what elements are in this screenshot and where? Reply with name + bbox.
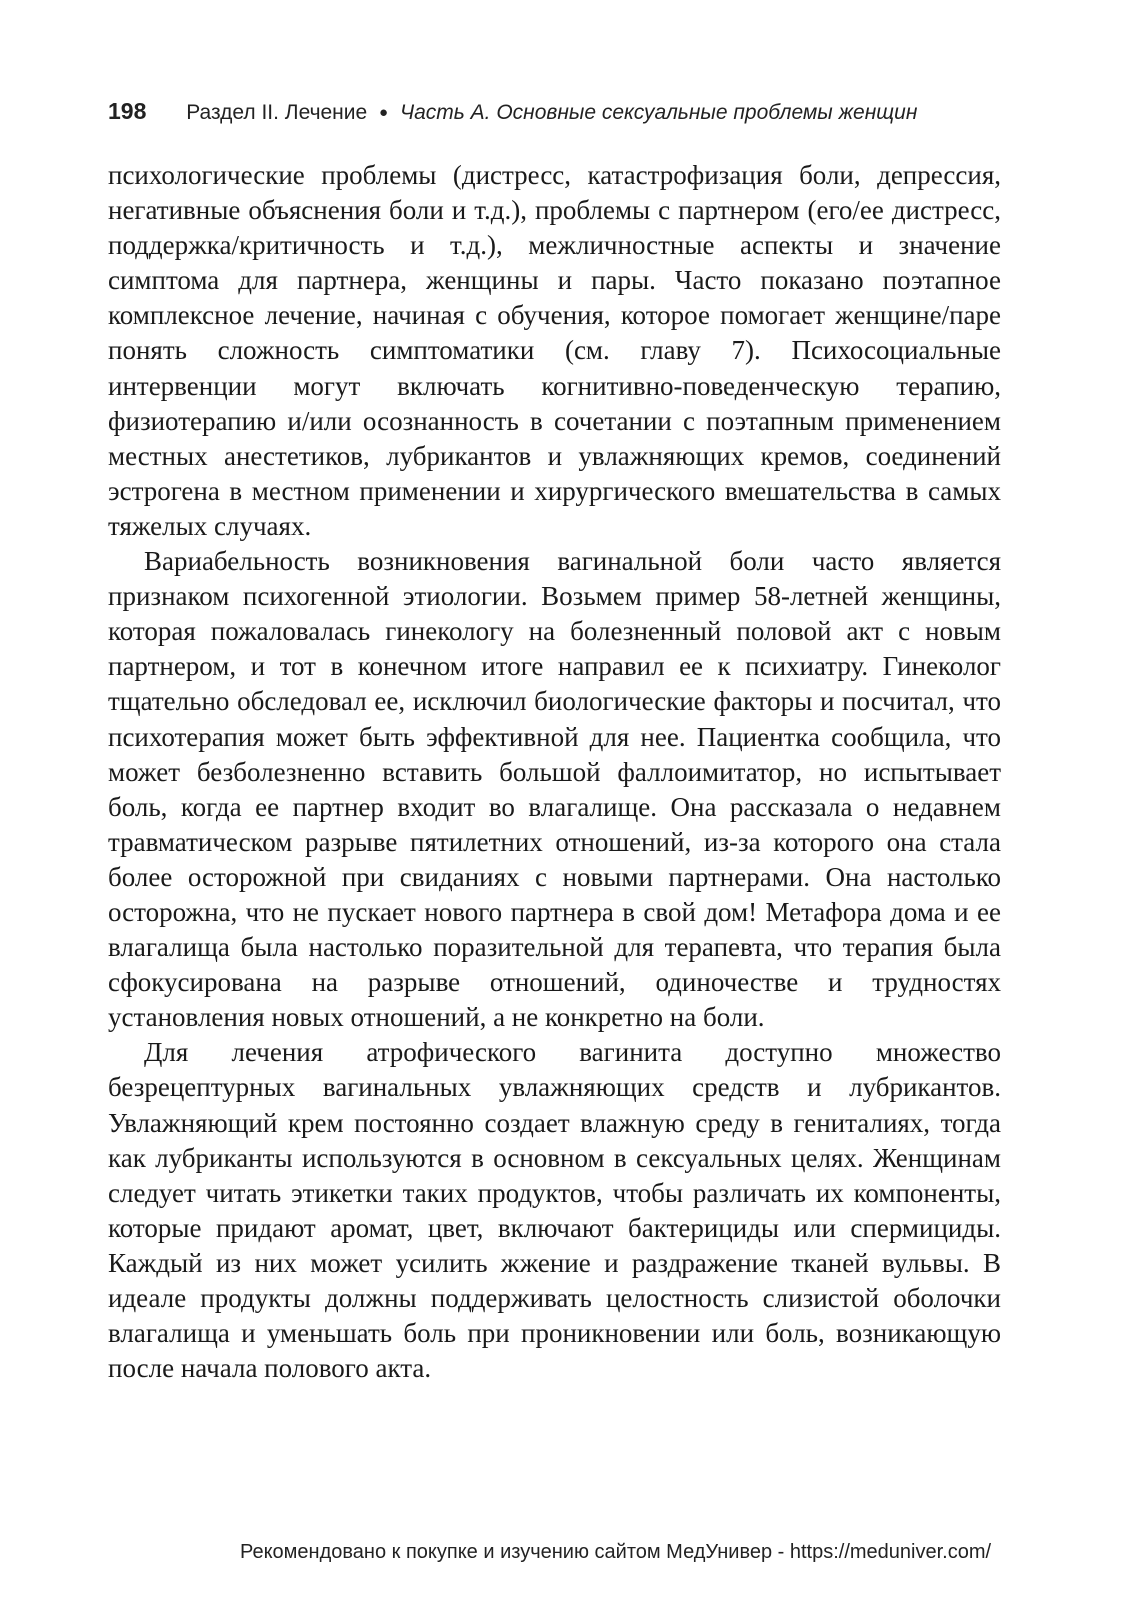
paragraph-continuation: психологические проблемы (дистресс, катастрофизация боли, депрессия, негативные объяснения боли и т.д.), проблемы с партнером (его/ее дистресс, поддержка/критичность и т.д.), межличностные аспекты и значение симптома для партнера, женщины и пары. Часто показано поэтапное комплексное лечение, начиная с обучения, которое помогает женщине/паре понять сложность симптоматики (см. главу 7). Психосоциальные интервенции могут включать когнитивно-поведенческую терапию, физиотерапию и/или осознанность в сочетании с поэтапным применением местных анестетиков, лубрикантов и увлажняющих кремов, соединений эстрогена в местном применении и хирургического вмешательства в самых тяжелых случаях. <box>108 160 1001 541</box>
page-number: 198 <box>108 98 147 124</box>
paragraph-vaginal-pain: Вариабельность возникновения вагинальной боли часто является признаком психогенной этиологии. Возьмем пример 58-летней женщины, которая пожаловалась гинекологу на болезненный половой акт с новым партнером, и тот в конечном итоге направил ее к психиатру. Гинеколог тщательно обследовал ее, исключил биологические факторы и посчитал, что психотерапия может быть эффективной для нее. Пациентка сообщила, что может безболезненно вставить большой фаллоимитатор, но испытывает боль, когда ее партнер входит во влагалище. Она рассказала о недавнем травматическом разрыве пятилетних отношений, из-за которого она стала более осторожной при свиданиях с новыми партнерами. Она настолько осторожна, что не пускает нового партнера в свой дом! Метафора дома и ее влагалища была настолько поразительной для терапевта, что терапия была сфокусирована на разрыве отношений, одиночестве и трудностях установления новых отношений, а не конкретно на боли. <box>108 546 1001 1033</box>
bullet-separator-icon: ● <box>379 104 389 121</box>
footer-recommendation: Рекомендовано к покупке и изучению сайтом МедУнивер - https://meduniver.com/ <box>240 1541 992 1563</box>
main-body-text <box>108 158 1001 1386</box>
paragraph-atrophic-vaginitis: Для лечения атрофического вагинита доступно множество безрецептурных вагинальных увлажняющих средств и лубрикантов. Увлажняющий крем постоянно создает влажную среду в гениталиях, тогда как лубриканты используются в основном в сексуальных целях. Женщинам следует читать этикетки таких продуктов, чтобы различать их компоненты, которые придают аромат, цвет, включают бактерициды или спермициды. Каждый из них может усилить жжение и раздражение тканей вульвы. В идеале продукты должны поддерживать целостность слизистой оболочки влагалища и уменьшать боль при проникновении или боль, возникающую после начала полового акта. <box>108 1037 1001 1384</box>
part-title: Часть А. Основные сексуальные проблемы женщин <box>399 101 918 124</box>
running-head <box>108 96 1028 128</box>
section-title: Раздел II. Лечение <box>186 101 368 124</box>
